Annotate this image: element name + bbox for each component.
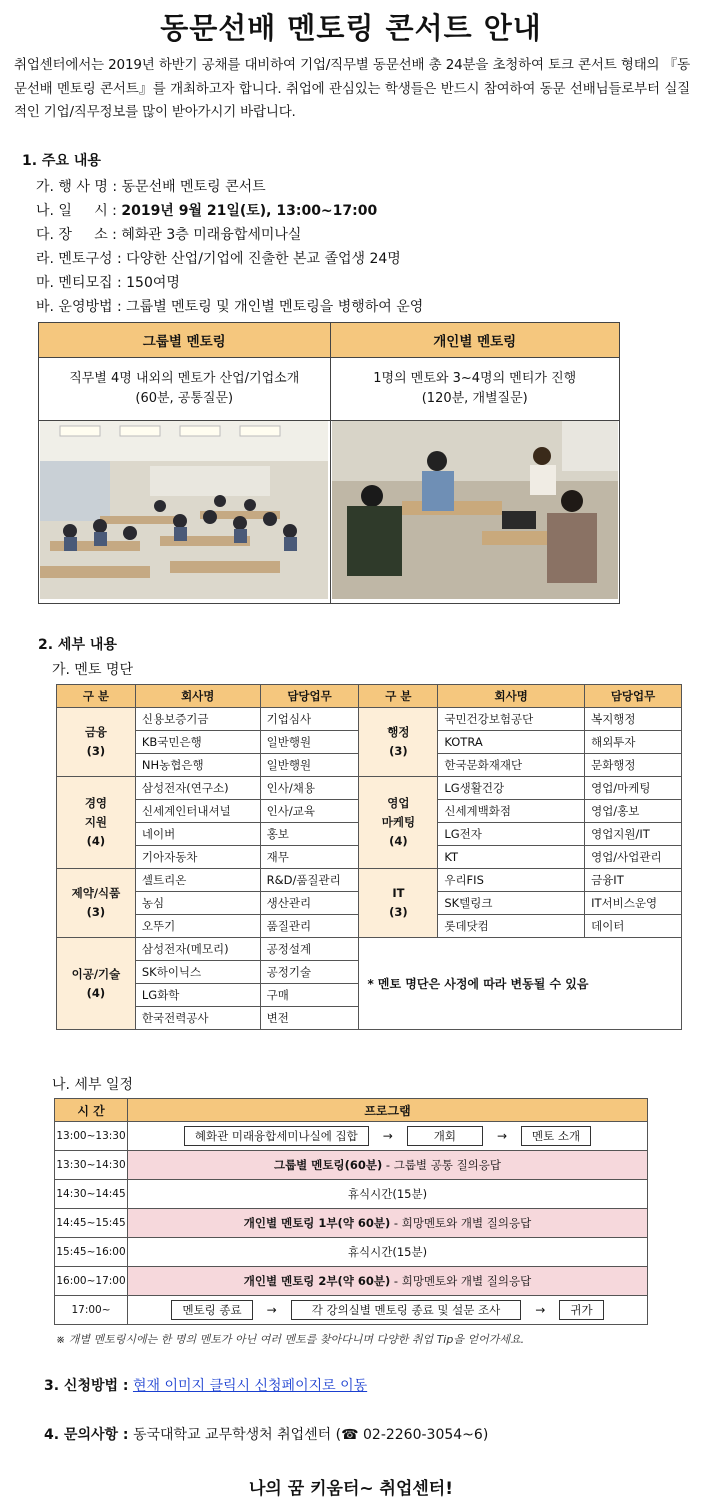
page-title: 동문선배 멘토링 콘서트 안내 — [160, 11, 542, 45]
table-row: 네이버 홍보 LG전자 영업지원/IT — [57, 823, 682, 846]
classroom-photo — [40, 421, 328, 599]
schedule-row: 17:00~ 멘토링 종료 → 각 강의실별 멘토링 종료 및 설문 조사 → 귀가 — [55, 1296, 648, 1325]
table-row: 한국전력공사 변전 — [57, 1007, 682, 1030]
table-row: 제약/식품 (3) 셀트리온 R&D/품질관리 IT (3) 우리FIS 금융IT — [57, 869, 682, 892]
section-4-heading: 4. 문의사항 : — [44, 1427, 129, 1443]
schedule-row: 16:00~17:00 개인별 멘토링 2부(약 60분) - 희망멘토와 개별 질의응답 — [55, 1267, 648, 1296]
table-row: LG화학 구매 — [57, 984, 682, 1007]
category-pharma-food: 제약/식품 (3) — [57, 869, 136, 938]
schedule-subheading: 나. 세부 일정 — [52, 1077, 133, 1093]
group-mentoring-header: 그룹별 멘토링 — [39, 323, 331, 358]
section-3-heading: 3. 신청방법 : — [44, 1378, 129, 1394]
section-2-heading: 2. 세부 내용 — [38, 637, 117, 653]
schedule-table — [54, 1098, 648, 1325]
schedule-header-row: 시 간 프로그램 — [55, 1099, 648, 1122]
contact-info: 동국대학교 교무학생처 취업센터 (☎ 02-2260-3054~6) — [132, 1427, 489, 1443]
table-row: SK하이닉스 공정기술 — [57, 961, 682, 984]
table-row: KB국민은행 일반행원 KOTRA 해외투자 — [57, 731, 682, 754]
table-row: 기아자동차 재무 KT 영업/사업관리 — [57, 846, 682, 869]
category-engineering: 이공/기술 (4) — [57, 938, 136, 1030]
info-line-place: 다. 장 소 : 혜화관 3층 미래융합세미나실 — [36, 227, 302, 243]
intro-paragraph: 취업센터에서는 2019년 하반기 공채를 대비하여 기업/직무별 동문선배 총 24분을 초청하여 토크 콘서트 형태의 『동문선배 멘토링 콘서트』를 개최하고자 합니다. 취업에 관심있는 학생들은 반드시 참여하여 동문 선배님들로부터 실질적인 기업/직무정보를 많이 받아가시기 바랍니다. — [14, 57, 690, 120]
section-3-apply — [44, 1375, 367, 1395]
info-line-operation: 바. 운영방법 : 그룹별 멘토링 및 개인별 멘토링을 병행하여 운영 — [36, 299, 424, 315]
table-row: 경영 지원 (4) 삼성전자(연구소) 인사/채용 영업 마케팅 (4) LG생활건강 영업/마케팅 — [57, 777, 682, 800]
group-mentoring-desc: 직무별 4명 내외의 멘토가 산업/기업소개 (60분, 공통질문) — [39, 358, 331, 421]
group-mentoring-photo — [39, 421, 331, 604]
table-row: 농심 생산관리 SK텔링크 IT서비스운영 — [57, 892, 682, 915]
mentor-list-table — [56, 684, 682, 1030]
mentoring-type-table — [38, 322, 620, 604]
schedule-row: 13:00~13:30 혜화관 미래융합세미나실에 집합 → 개회 → 멘토 소개 — [55, 1122, 648, 1151]
table-row: NH농협은행 일반행원 한국문화재재단 문화행정 — [57, 754, 682, 777]
individual-mentoring-desc: 1명의 멘토와 3~4명의 멘티가 진행 (120분, 개별질문) — [330, 358, 620, 421]
schedule-row: 14:30~14:45 휴식시간(15분) — [55, 1180, 648, 1209]
apply-link[interactable]: 현재 이미지 클릭시 신청페이지로 이동 — [132, 1378, 368, 1394]
individual-mentoring-header: 개인별 멘토링 — [330, 323, 620, 358]
table-row: 이공/기술 (4) 삼성전자(메모리) 공정설계 * 멘토 명단은 사정에 따라 변동될 수 있음 — [57, 938, 682, 961]
schedule-row: 15:45~16:00 휴식시간(15분) — [55, 1238, 648, 1267]
section-1-heading: 1. 주요 내용 — [22, 153, 101, 169]
category-it: IT (3) — [359, 869, 438, 938]
info-line-mentors: 라. 멘토구성 : 다양한 산업/기업에 진출한 본교 졸업생 24명 — [36, 251, 401, 267]
meeting-photo — [332, 421, 618, 599]
category-finance: 금융 (3) — [57, 708, 136, 777]
info-line-date: 나. 일 시 : 2019년 9월 21일(토), 13:00~17:00 — [36, 203, 378, 219]
info-line-mentees: 마. 멘티모집 : 150여명 — [36, 275, 180, 291]
schedule-row: 14:45~15:45 개인별 멘토링 1부(약 60분) - 희망멘토와 개별 질의응답 — [55, 1209, 648, 1238]
table-row: 신세계인터내셔널 인사/교육 신세계백화점 영업/홍보 — [57, 800, 682, 823]
individual-mentoring-photo — [330, 421, 620, 604]
category-admin: 행정 (3) — [359, 708, 438, 777]
category-sales-marketing: 영업 마케팅 (4) — [359, 777, 438, 869]
schedule-row: 13:30~14:30 그룹별 멘토링(60분) - 그룹별 공통 질의응답 — [55, 1151, 648, 1180]
mentor-list-subheading: 가. 멘토 명단 — [52, 662, 133, 678]
table-row: 금융 (3) 신용보증기금 기업심사 행정 (3) 국민건강보험공단 복지행정 — [57, 708, 682, 731]
schedule-footnote: ※ 개별 멘토링시에는 한 명의 멘토가 아닌 여러 멘토를 찾아다니며 다양한 취업 Tip을 얻어가세요. — [56, 1333, 525, 1346]
table-header-row: 구 분 회사명 담당업무 구 분 회사명 담당업무 — [57, 685, 682, 708]
info-line-event-name: 가. 행 사 명 : 동문선배 멘토링 콘서트 — [36, 179, 266, 195]
table-row: 오뚜기 품질관리 롯데닷컴 데이터 — [57, 915, 682, 938]
category-management: 경영 지원 (4) — [57, 777, 136, 869]
section-4-contact — [44, 1424, 488, 1444]
mentor-change-note: * 멘토 명단은 사정에 따라 변동될 수 있음 — [359, 938, 682, 1030]
closing-slogan: 나의 꿈 키움터~ 취업센터! — [249, 1479, 453, 1499]
